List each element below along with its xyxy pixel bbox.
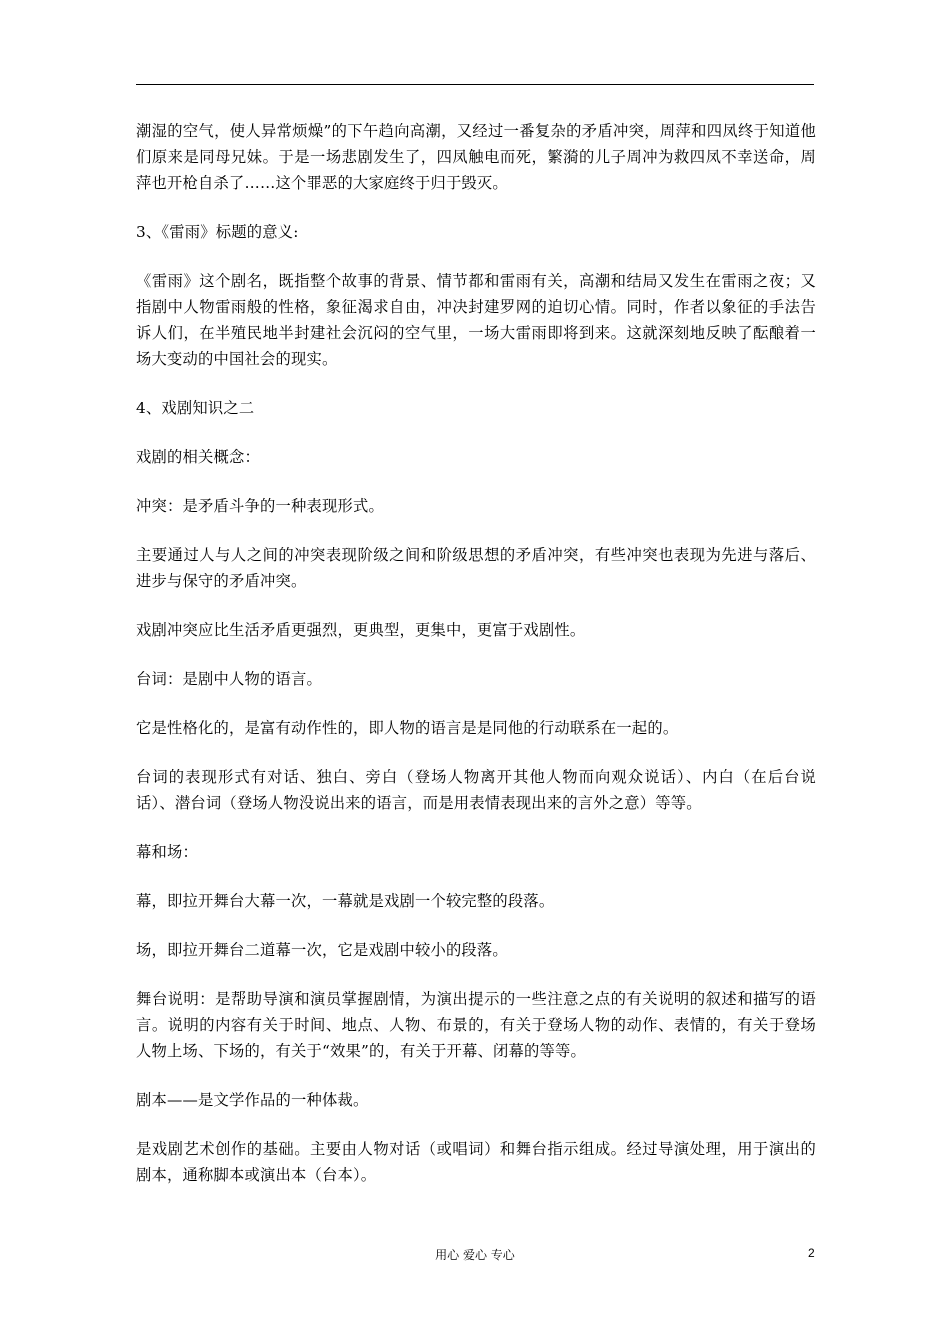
paragraph: 戏剧冲突应比生活矛盾更强烈，更典型，更集中，更富于戏剧性。 [136,621,586,639]
paragraph: 它是性格化的，是富有动作性的，即人物的语言是是同他的行动联系在一起的。 [136,719,679,737]
paragraph: 场，即拉开舞台二道幕一次，它是戏剧中较小的段落。 [136,941,508,959]
paragraph: 戏剧的相关概念： [136,448,260,466]
paragraph: 舞台说明：是帮助导演和演员掌握剧情，为演出提示的一些注意之点的有关说明的叙述和描写的语言。说明的内容有关于时间、地点、人物、布景的，有关于登场人物的动作、表情的，有关于登场人物上场、下场的，有关于“效果”的，有关于开幕、闭幕的等等。 [136,990,816,1060]
page-body [136,118,816,1211]
paragraph: 冲突：是矛盾斗争的一种表现形式。 [136,497,384,515]
paragraph: 是戏剧艺术创作的基础。主要由人物对话（或唱词）和舞台指示组成。经过导演处理，用于演出的剧本，通称脚本或演出本（台本）。 [136,1140,816,1184]
paragraph: 台词的表现形式有对话、独白、旁白（登场人物离开其他人物而向观众说话）、内白（在后台说话）、潜台词（登场人物没说出来的语言，而是用表情表现出来的言外之意）等等。 [136,768,816,812]
header-rule [136,84,814,85]
paragraph: 《雷雨》这个剧名，既指整个故事的背景、情节都和雷雨有关，高潮和结局又发生在雷雨之夜；又指剧中人物雷雨般的性格，象征渴求自由，冲决封建罗网的迫切心情。同时，作者以象征的手法告诉人们，在半殖民地半封建社会沉闷的空气里，一场大雷雨即将到来。这就深刻地反映了酝酿着一场大变动的中国社会的现实。 [136,272,816,368]
paragraph: 台词：是剧中人物的语言。 [136,670,322,688]
paragraph: 幕和场： [136,843,198,861]
paragraph: 剧本——是文学作品的一种体裁。 [136,1091,369,1109]
section-heading: 3、《雷雨》标题的意义: [136,223,299,241]
footer-text: 用心 爱心 专心 [435,1248,515,1262]
page-number: 2 [808,1246,815,1260]
paragraph: 幕，即拉开舞台大幕一次，一幕就是戏剧一个较完整的段落。 [136,892,555,910]
paragraph: 主要通过人与人之间的冲突表现阶级之间和阶级思想的矛盾冲突，有些冲突也表现为先进与落后、进步与保守的矛盾冲突。 [136,546,816,590]
paragraph: 潮湿的空气，使人异常烦燥”的下午趋向高潮，又经过一番复杂的矛盾冲突，周萍和四凤终于知道他们原来是同母兄妹。于是一场悲剧发生了，四凤触电而死，繁漪的儿子周冲为救四凤不幸送命，周萍也开枪自杀了……这个罪恶的大家庭终于归于毁灭。 [136,122,816,192]
section-heading: 4、戏剧知识之二 [136,399,255,417]
